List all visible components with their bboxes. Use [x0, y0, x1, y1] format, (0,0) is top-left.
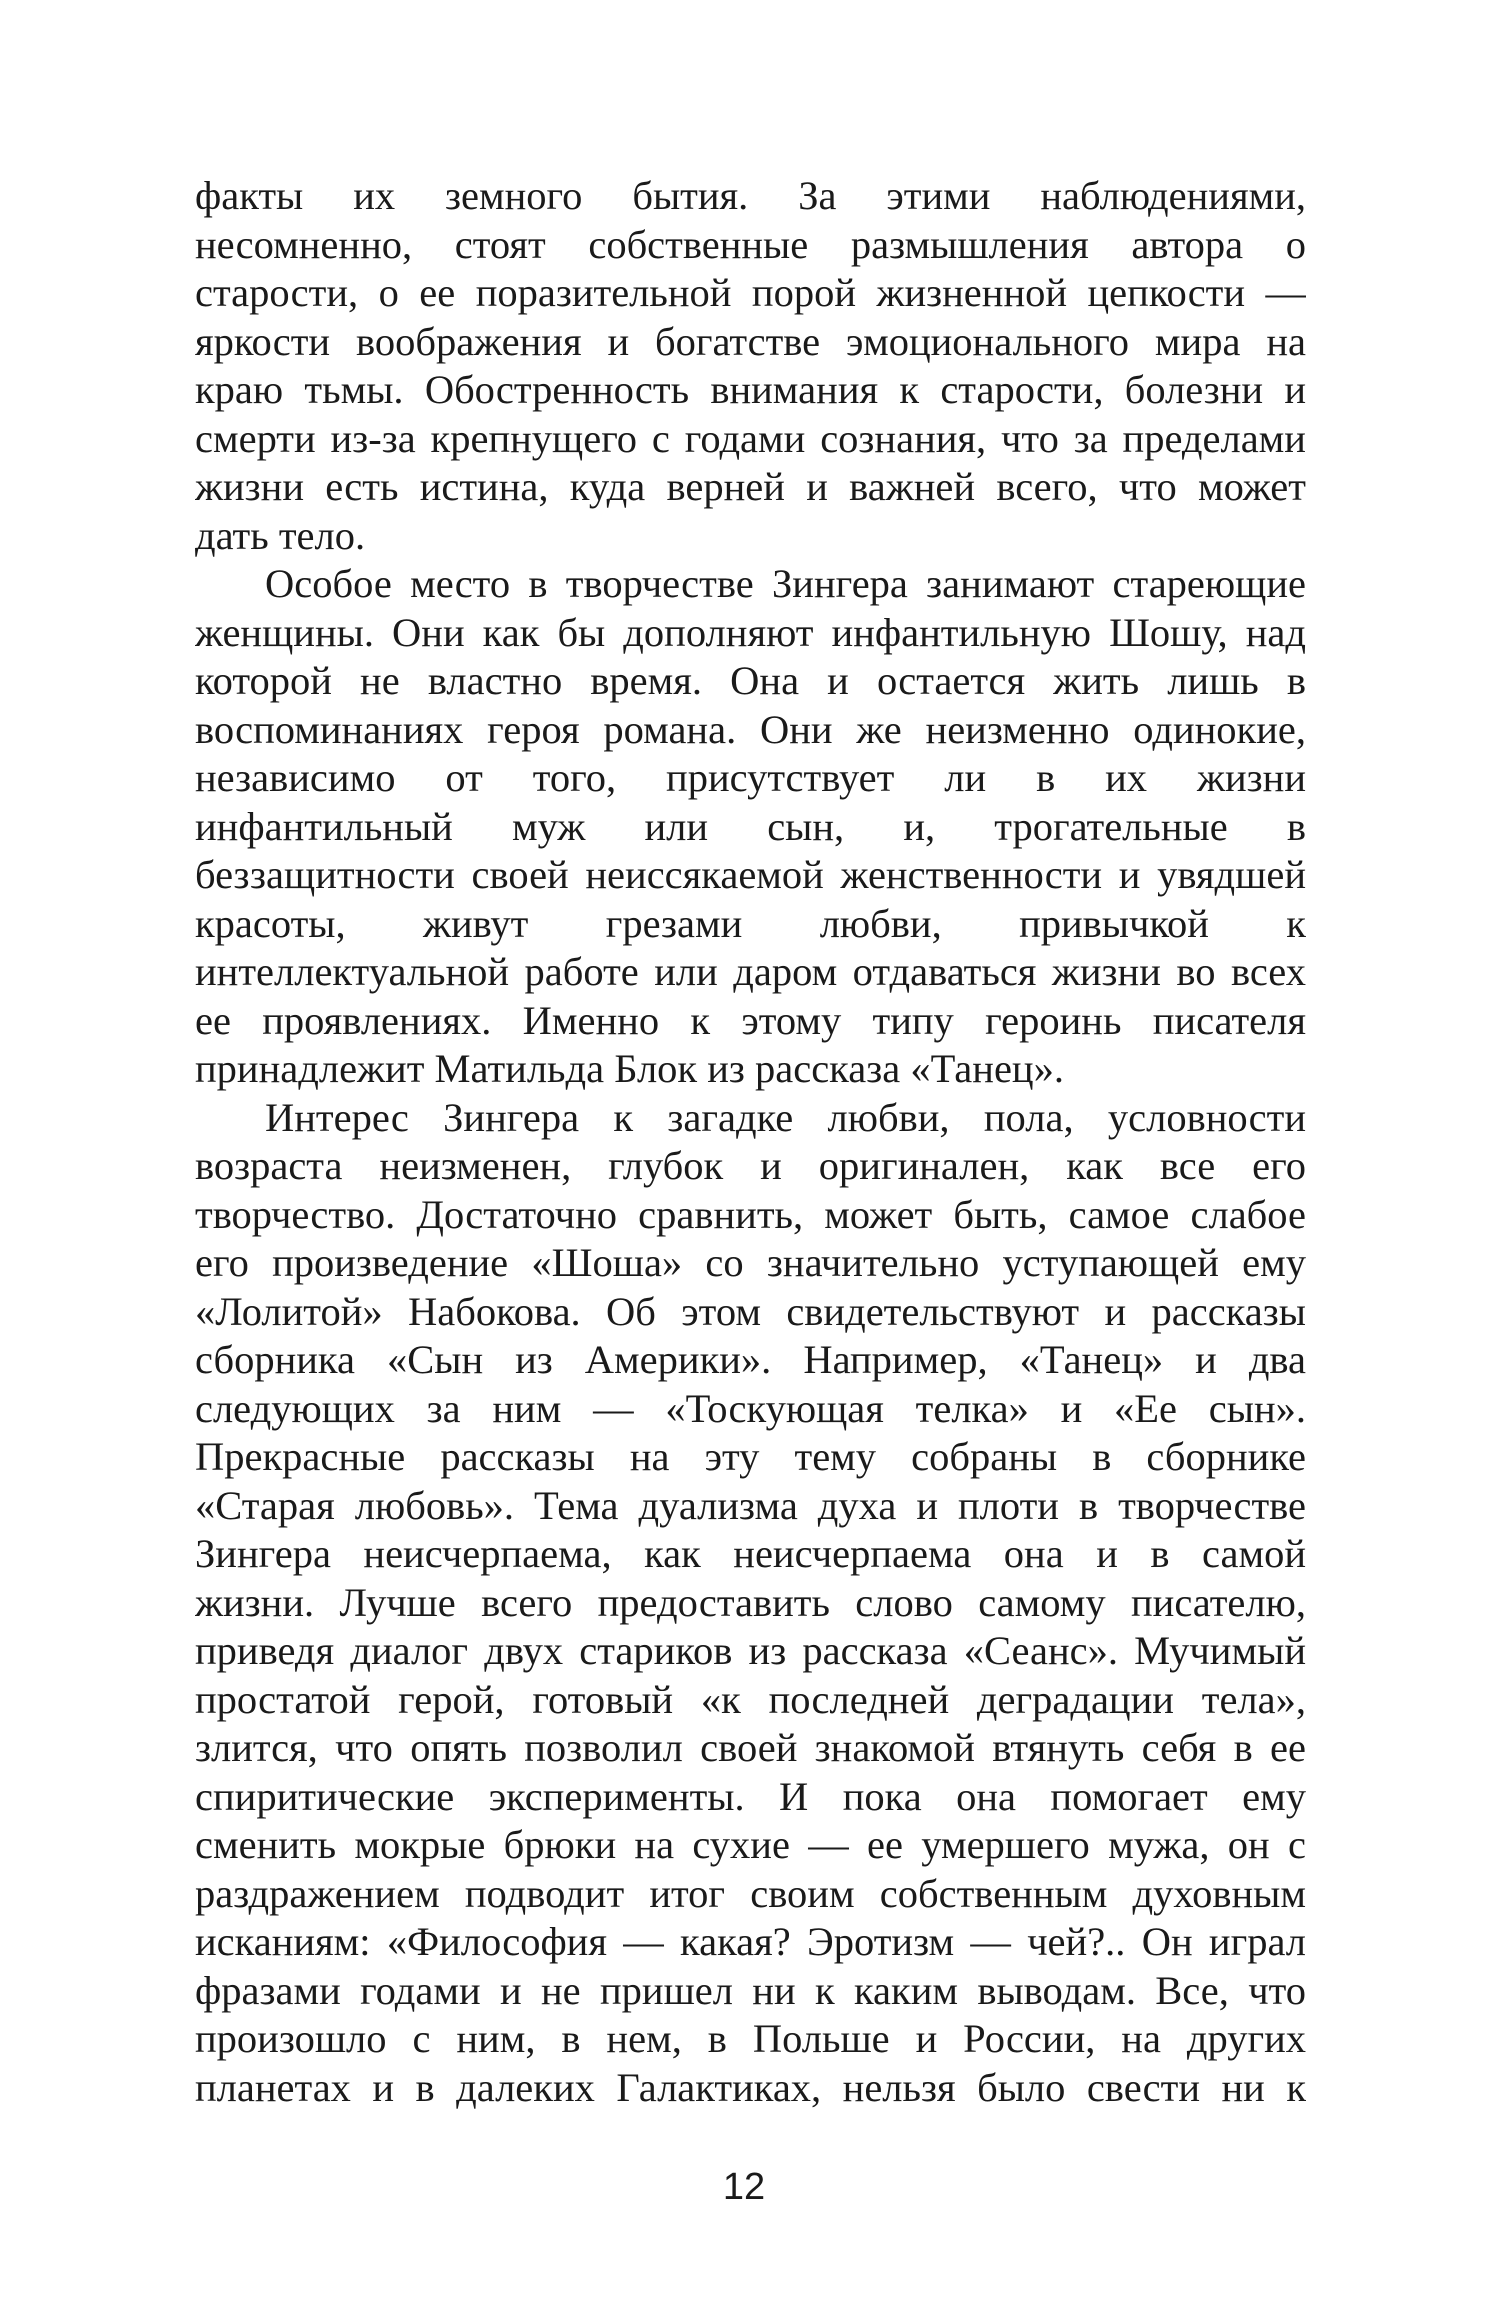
text-line: творчество. Достаточно сравнить, может быть, самое слабое	[195, 1191, 1306, 1237]
text-line: его произведение «Шоша» со значительно уступающей ему	[195, 1240, 1306, 1285]
text-line: яркости воображения и богатстве эмоционального мира на	[195, 318, 1306, 364]
body-text	[195, 172, 1306, 2112]
text-line: «Старая любовь». Тема дуализма духа и плоти в творчестве	[195, 1482, 1306, 1528]
text-line: старости, о ее поразительной порой жизненной цепкости —	[195, 270, 1306, 315]
text-line: которой не властно время. Она и остается жить лишь в	[195, 658, 1306, 703]
text-line: планетах и в далеких Галактиках, нельзя было свести ни к	[195, 2064, 1306, 2110]
text-line: ее проявлениях. Именно к этому типу героинь писателя	[195, 997, 1306, 1043]
text-line: принадлежит Матильда Блок из рассказа «Танец».	[195, 1046, 1064, 1091]
page-number: 12	[722, 2166, 766, 2208]
text-line: смерти из-за крепнущего с годами сознания, что за пределами	[195, 415, 1306, 461]
text-line: интеллектуальной работе или даром отдаваться жизни во всех	[195, 949, 1306, 994]
text-line: Зингера неисчерпаема, как неисчерпаема она и в самой	[195, 1531, 1306, 1576]
text-line: простатой герой, готовый «к последней деградации тела»,	[195, 1676, 1306, 1722]
text-line: исканиям: «Философия — какая? Эротизм — чей?.. Он играл	[195, 1919, 1306, 1964]
text-line: инфантильный муж или сын, и, трогательные в	[195, 803, 1306, 849]
text-line: раздражением подводит итог своим собственным духовным	[195, 1870, 1306, 1916]
text-line: Прекрасные рассказы на эту тему собраны в сборнике	[195, 1434, 1306, 1479]
text-line: следующих за ним — «Тоскующая телка» и «Ее сын».	[195, 1385, 1306, 1431]
text-line: злится, что опять позволил своей знакомой втянуть себя в ее	[195, 1725, 1306, 1770]
text-line: возраста неизменен, глубок и оригинален, как все его	[195, 1143, 1306, 1188]
text-line: женщины. Они как бы дополняют инфантильную Шошу, над	[195, 609, 1306, 655]
text-line: спиритические эксперименты. И пока она помогает ему	[195, 1773, 1306, 1819]
text-line: красоты, живут грезами любви, привычкой к	[195, 900, 1306, 946]
text-line: Особое место в творчестве Зингера занимают стареющие	[265, 561, 1306, 606]
text-line: сборника «Сын из Америки». Например, «Танец» и два	[195, 1337, 1306, 1382]
text-line: фразами годами и не пришел ни к каким выводам. Все, что	[195, 1967, 1306, 2013]
text-line: сменить мокрые брюки на сухие — ее умершего мужа, он с	[195, 1822, 1306, 1867]
text-line: дать тело.	[195, 512, 366, 558]
text-line: факты их земного бытия. За этими наблюдениями,	[195, 173, 1306, 218]
text-line: независимо от того, присутствует ли в их жизни	[195, 755, 1306, 800]
text-line: жизни. Лучше всего предоставить слово самому писателю,	[195, 1579, 1306, 1625]
text-line: жизни есть истина, куда верней и важней всего, что может	[195, 464, 1306, 509]
text-line: воспоминаниях героя романа. Они же неизменно одинокие,	[195, 706, 1306, 752]
text-line: Интерес Зингера к загадке любви, пола, условности	[265, 1094, 1306, 1140]
paragraph	[195, 1094, 1306, 2113]
paragraph	[195, 560, 1306, 1094]
text-line: краю тьмы. Обостренность внимания к старости, болезни и	[195, 367, 1306, 412]
text-line: несомненно, стоят собственные размышления автора о	[195, 221, 1306, 267]
text-line: «Лолитой» Набокова. Об этом свидетельствуют и рассказы	[195, 1288, 1306, 1334]
text-line: беззащитности своей неиссякаемой женственности и увядшей	[195, 852, 1306, 897]
text-line: приведя диалог двух стариков из рассказа «Сеанс». Мучимый	[195, 1628, 1306, 1673]
text-line: произошло с ним, в нем, в Польше и России, на других	[195, 2016, 1306, 2061]
paragraph	[195, 172, 1306, 560]
